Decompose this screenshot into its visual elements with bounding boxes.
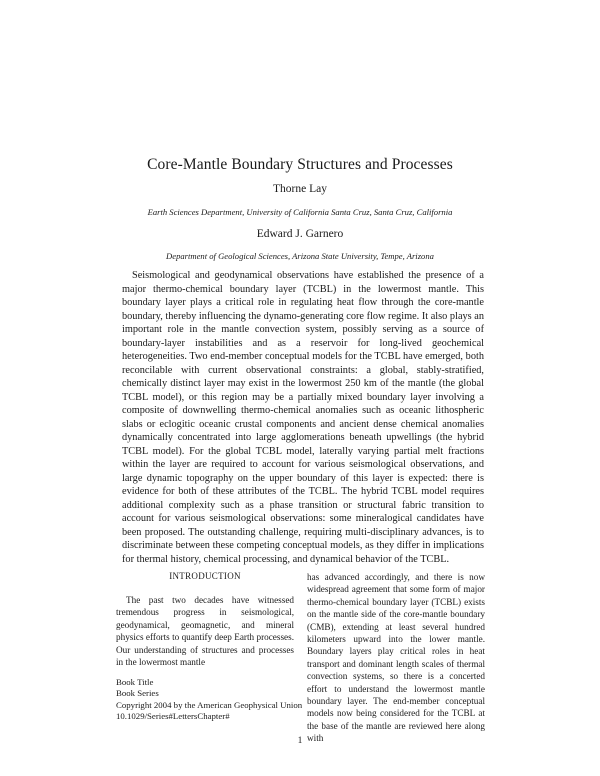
doi: 10.1029/Series#LettersChapter# <box>116 711 230 722</box>
abstract-text: Seismological and geodynamical observations have established the presence of a major thermo-chemical boundary layer (TCBL) in the lowermost mantle. This boundary layer plays a critical role in regulating heat flow through the core-mantle boundary, thereby influencing the dynamo-generating core flow regime. It also plays an important role in the mantle convection system, possibly serving as a source of boundary-layer instabilities and as a reservoir for long-lived geochemical heterogeneities. Two end-member conceptual models for the TCBL have emerged, both reconcilable with current observational constraints: a global, stably-stratified, chemically distinct layer may exist in the lowermost 250 km of the mantle (the global TCBL model), or this region may be a partially mixed boundary layer involving a composite of downwelling thermo-chemical anomalies such as oceanic lithospheric slabs or eclogitic oceanic crustal components and ancient dense chemical anomalies dynamically concentrated into large agglomerations beneath upwellings (the hybrid TCBL model). For the global TCBL model, laterally varying partial melt fractions within the layer are required to account for various seismological observations, and large dynamic topography on the upper boundary of this layer is expected: there is evidence for both of these attributes of the TCBL. The hybrid TCBL model requires additional complexity such as a phase transition or structural fabric transition to account for various seismological observations: some mineralogical candidates have been proposed. The outstanding challenge, requiring multi-disciplinary advances, is to discriminate between these competing conceptual models, as they differ in implications for thermal history, chemical processing, and dynamical behavior of the TCBL. <box>122 270 484 565</box>
author-affiliation: Earth Sciences Department, University of California Santa Cruz, Santa Cruz, California <box>147 207 453 217</box>
book-title: Book Title <box>116 677 154 687</box>
paper-title: Core-Mantle Boundary Structures and Processes <box>147 156 453 173</box>
body-paragraph: The past two decades have witnessed tremendous progress in seismological, geodynamical, geomagnetic, and mineral physics efforts to quantify deep Earth processes. Our understanding of structures and processes in the lowermost mantle <box>116 595 294 668</box>
publication-footer <box>116 677 316 723</box>
author-affiliation: Department of Geological Sciences, Arizona State University, Tempe, Arizona <box>166 251 434 261</box>
author-name: Edward J. Garnero <box>256 228 344 240</box>
book-series: Book Series <box>116 688 159 699</box>
right-column-text: has advanced accordingly, and there is now widespread agreement that some form of major thermo-chemical boundary layer (TCBL) exists on the mantle side of the core-mantle boundary (CMB), extending at least several hundred kilometers upward into the lower mantle. Boundary layers play critical roles in heat transport and dominant length scales of thermal convection systems, so there is a concerted effort to understand the lowermost mantle boundary layer. The end-member conceptual models now being considered for the TCBL at the base of the mantle are reviewed here along with <box>307 572 485 744</box>
author-name: Thorne Lay <box>273 183 327 195</box>
section-heading: INTRODUCTION <box>169 571 241 581</box>
left-column <box>116 571 294 668</box>
copyright-notice: Copyright 2004 by the American Geophysical Union <box>116 699 303 710</box>
page-number: 1 <box>297 736 303 746</box>
